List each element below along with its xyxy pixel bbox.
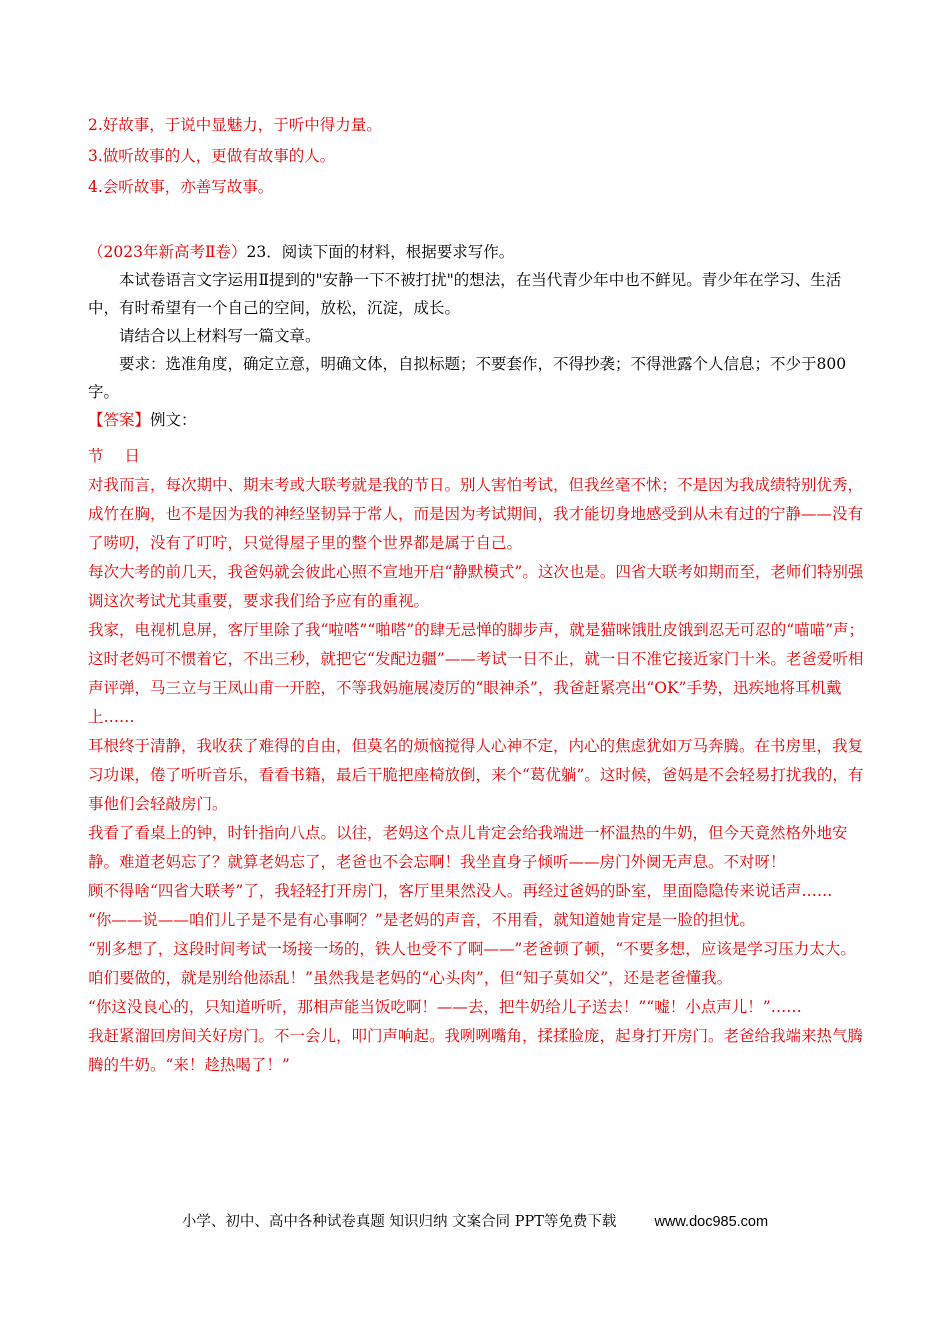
essay-paragraph: “你——说——咱们儿子是不是有心事啊？”是老妈的声音，不用看，就知道她肯定是一脸的担忧。 (88, 911, 755, 929)
answer-label: 【答案】 (88, 411, 151, 429)
top-item-3: 3.做听故事的人，更做有故事的人。 (88, 147, 336, 165)
question-source: （2023年新高考Ⅱ卷） (88, 243, 247, 261)
top-items (88, 113, 866, 206)
essay-paragraph: 每次大考的前几天，我爸妈就会彼此心照不宣地开启“静默模式”。这次也是。四省大联考如期而至，老师们特别强调这次考试尤其重要，要求我们给予应有的重视。 (88, 563, 864, 610)
question-requirement: 要求：选准角度，确定立意，明确文体，自拟标题；不要套作，不得抄袭；不得泄露个人信息；不少于800字。 (88, 355, 847, 401)
essay-paragraph: “你这没良心的，只知道听听，那相声能当饭吃啊！——去，把牛奶给儿子送去！”“嘘！小点声儿！”…… (88, 998, 802, 1016)
answer-lead: 例文： (150, 411, 197, 429)
essay-paragraph: 我家，电视机息屏，客厅里除了我“啦嗒”“啪嗒”的肆无忌惮的脚步声，就是猫咪饿肚皮饿到忍无可忍的“喵喵”声；这时老妈可不惯着它，不出三秒，就把它“发配边疆”——考试一日不止，就一日不准它接近家门十米。老爸爱听相声评弹，马三立与王凤山甫一开腔，不等我妈施展凌厉的“眼神杀”，我爸赶紧亮出“OK”手势，迅疾地将耳机戴上…… (88, 621, 865, 726)
question-material: 本试卷语言文字运用Ⅱ提到的"安静一下不被打扰"的想法，在当代青少年中也不鲜见。青少年在学习、生活中，有时希望有一个自己的空间，放松，沉淀，成长。 (88, 271, 842, 317)
essay-paragraph: 耳根终于清静，我收获了难得的自由，但莫名的烦恼搅得人心神不定，内心的焦虑犹如万马奔腾。在书房里，我复习功课，倦了听听音乐，看看书籍，最后干脆把座椅放倒，来个“葛优躺”。这时候，爸妈是不会轻易打扰我的，有事他们会轻敲房门。 (88, 737, 864, 813)
essay-paragraph: 顾不得啥“四省大联考”了，我轻轻打开房门，客厅里果然没人。再经过爸妈的卧室，里面隐隐传来说话声…… (88, 882, 833, 900)
footer-text: 小学、初中、高中各种试卷真题 知识归纳 文案合同 PPT等免费下载 (181, 1214, 617, 1230)
question-prompt: 23．阅读下面的材料，根据要求写作。 (246, 243, 515, 261)
top-item-2: 2.好故事，于说中显魅力，于听中得力量。 (88, 116, 382, 134)
essay (88, 442, 866, 1080)
essay-paragraph: “别多想了，这段时间考试一场接一场的，铁人也受不了啊——”老爸顿了顿，“不要多想，应该是学习压力太大。咱们要做的，就是别给他添乱！”虽然我是老妈的“心头肉”，但“知子莫如父”，还是老爸懂我。 (88, 940, 856, 987)
footer-site-link[interactable]: www.doc985.com (654, 1214, 769, 1230)
page-footer (0, 1210, 950, 1234)
essay-paragraph: 对我而言，每次期中、期末考或大联考就是我的节日。别人害怕考试，但我丝毫不怵；不是因为我成绩特别优秀，成竹在胸，也不是因为我的神经坚韧异于常人，而是因为考试期间，我才能切身地感受到从未有过的宁静——没有了唠叨，没有了叮咛，只觉得屋子里的整个世界都是属于自己。 (88, 476, 864, 552)
question-block (88, 238, 866, 434)
question-heading (88, 238, 866, 266)
answer-heading (88, 406, 866, 434)
essay-title: 节 日 (88, 447, 148, 465)
question-instruction: 请结合以上材料写一篇文章。 (119, 327, 321, 345)
essay-paragraph: 我赶紧溜回房间关好房门。不一会儿，叩门声响起。我咧咧嘴角，揉揉脸庞，起身打开房门。老爸给我端来热气腾腾的牛奶。“来！趁热喝了！” (88, 1027, 864, 1074)
essay-paragraph: 我看了看桌上的钟，时针指向八点。以往，老妈这个点儿肯定会给我端进一杯温热的牛奶，但今天竟然格外地安静。难道老妈忘了？就算老妈忘了，老爸也不会忘啊！我坐直身子倾听——房门外阒无声息。不对呀！ (88, 824, 848, 871)
top-item-4: 4.会听故事，亦善写故事。 (88, 178, 274, 196)
